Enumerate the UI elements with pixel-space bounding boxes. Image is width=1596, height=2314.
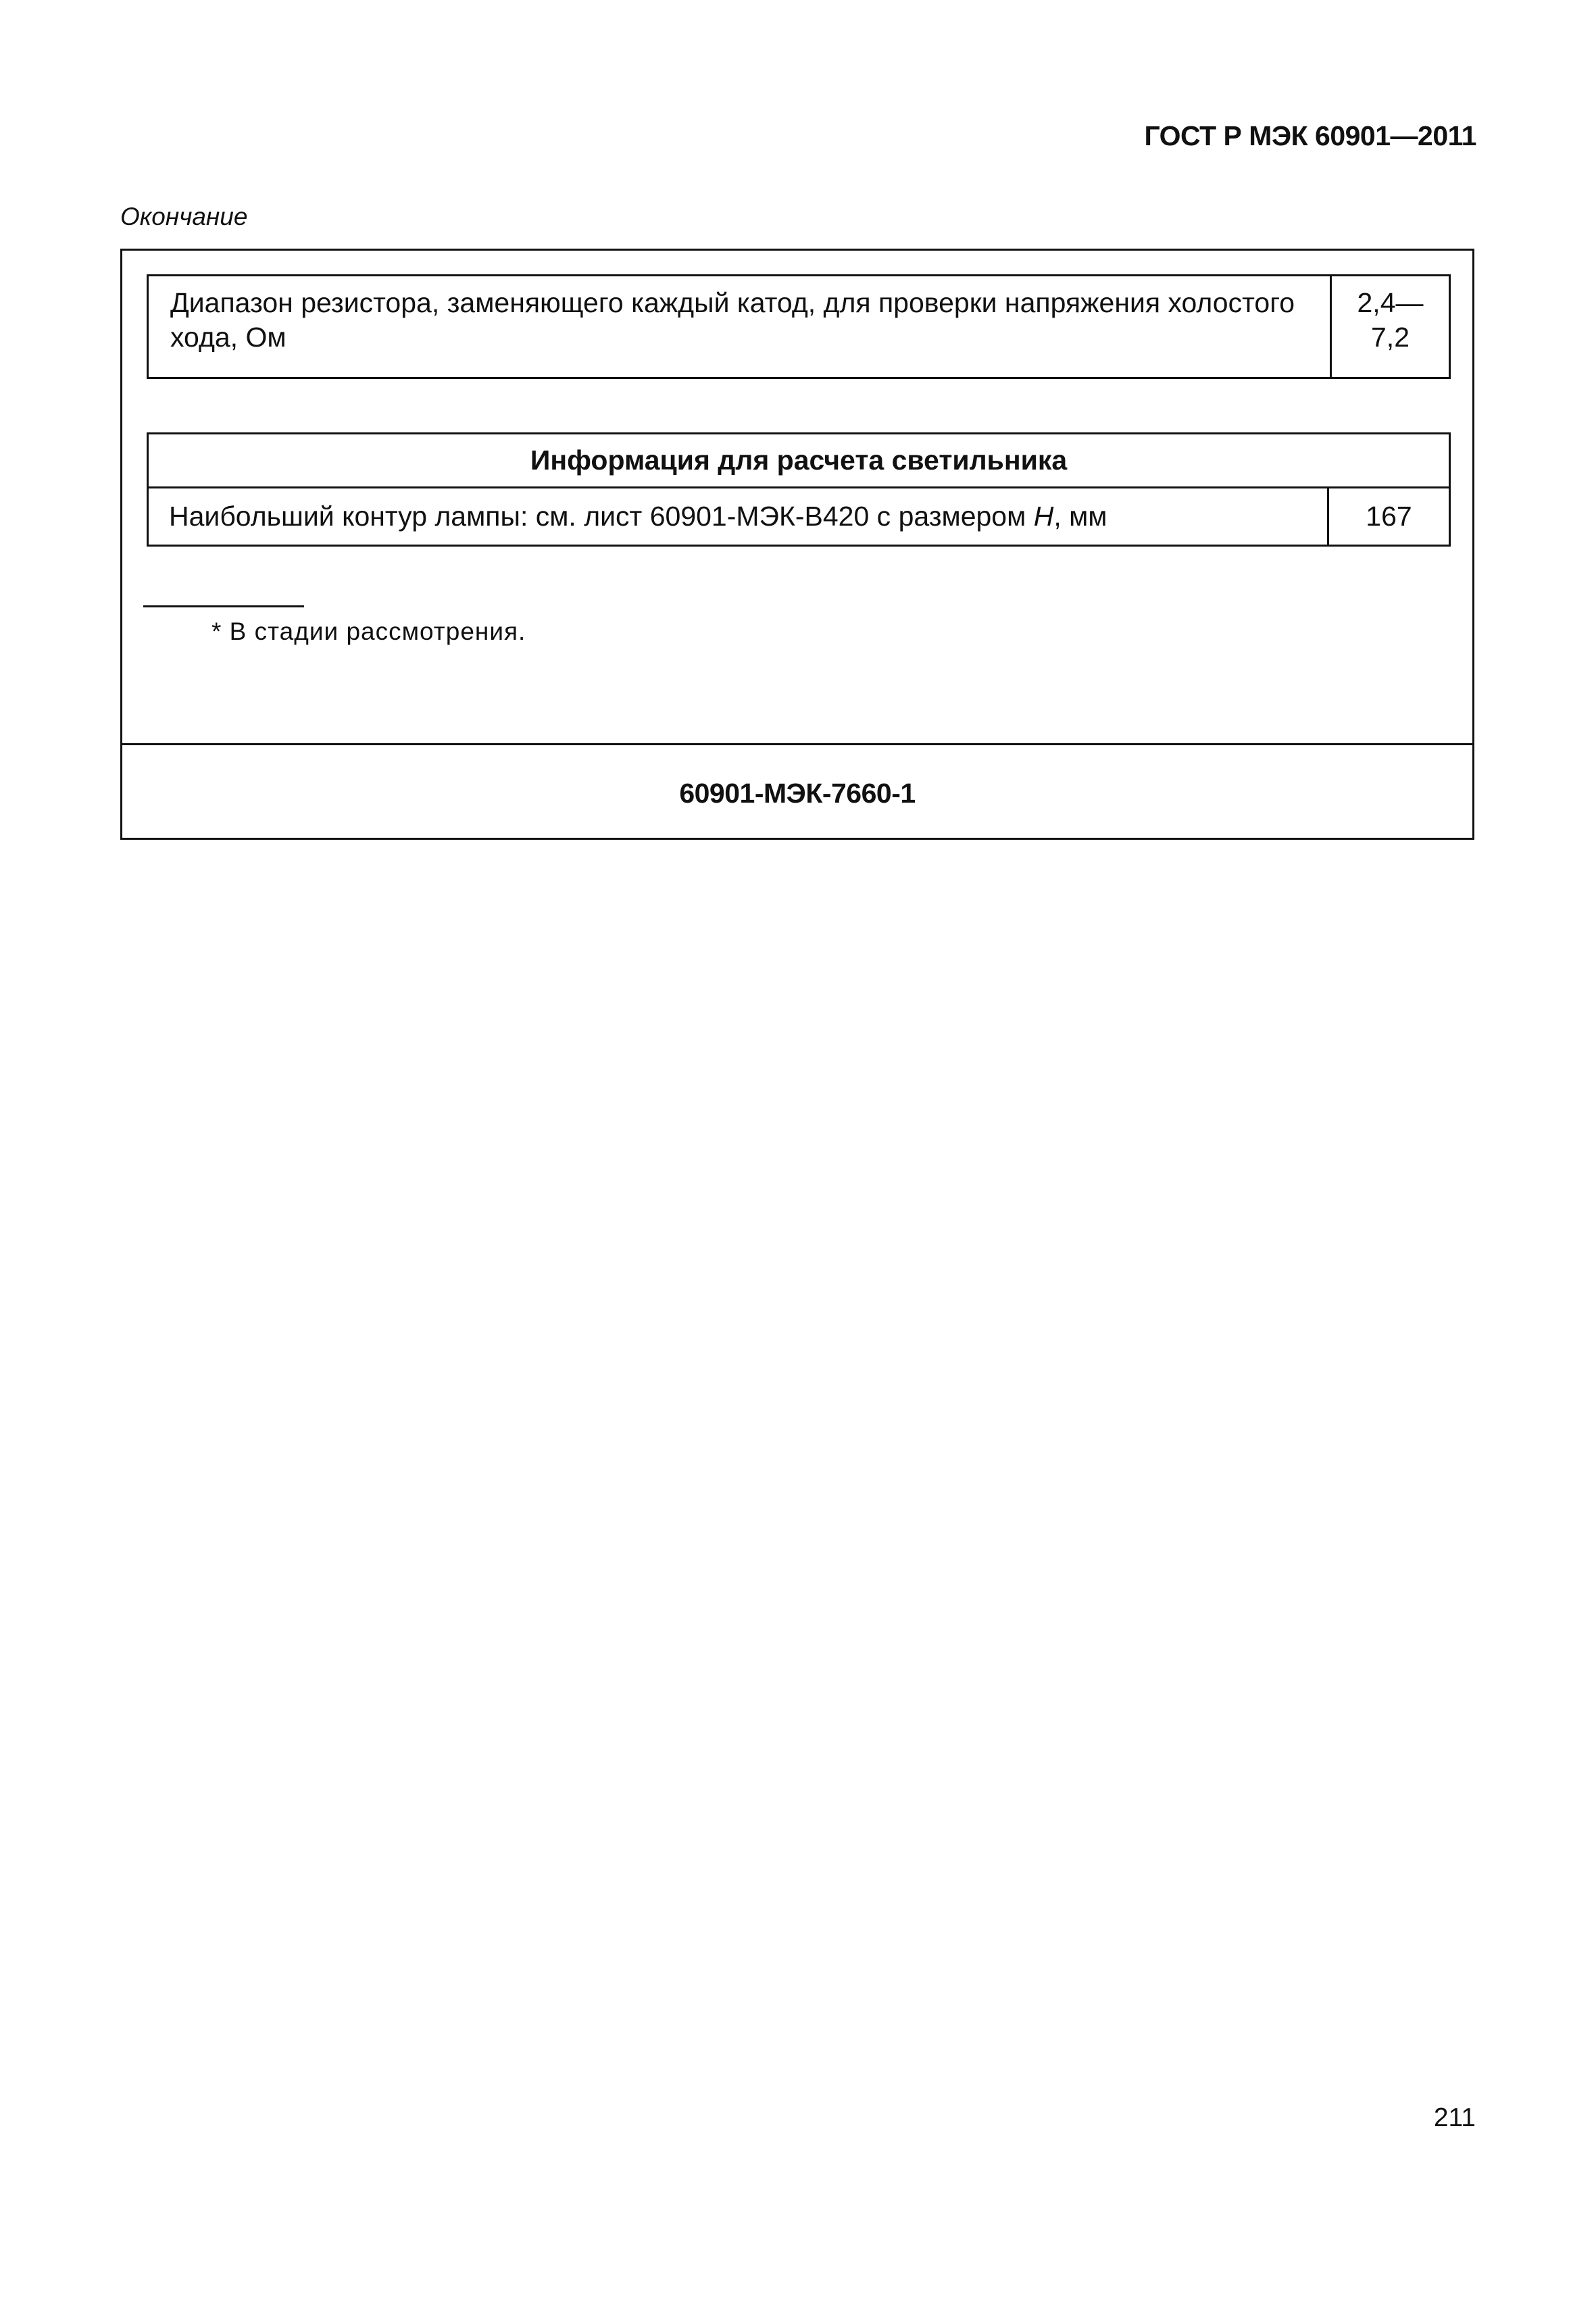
footnote-separator (143, 605, 304, 607)
description-prefix: Наибольший контур лампы: см. лист 60901-МЭК-В420 с размером (169, 501, 1034, 532)
luminaire-info-heading: Информация для расчета светильника (148, 434, 1450, 488)
footnote-text: * В стадии рассмотрения. (211, 618, 526, 645)
dimension-symbol: H (1033, 501, 1054, 532)
max-lamp-outline-value: 167 (1328, 488, 1450, 546)
description-suffix: , мм (1053, 501, 1107, 532)
table-row (148, 276, 1450, 378)
luminaire-info-table (147, 432, 1451, 547)
page-number: 211 (1433, 2103, 1476, 2132)
sheet-code-divider (122, 743, 1472, 745)
resistor-range-table (147, 274, 1451, 379)
table-row (148, 488, 1450, 546)
max-lamp-outline-description (148, 488, 1328, 546)
description-line-2: хода, Ом (170, 322, 286, 353)
resistor-range-value (1331, 276, 1450, 378)
sheet-code: 60901-МЭК-7660-1 (679, 778, 916, 809)
resistor-range-description (148, 276, 1331, 378)
value-line-2: 7,2 (1371, 322, 1410, 353)
continuation-label: Окончание (120, 203, 248, 230)
value-line-1: 2,4— (1357, 287, 1424, 318)
table-header-row (148, 434, 1450, 488)
sheet-frame (120, 249, 1474, 840)
standard-code: ГОСТ Р МЭК 60901—2011 (1144, 120, 1476, 151)
description-line-1: Диапазон резистора, заменяющего каждый катод, для проверки напряжения холостого (170, 287, 1295, 318)
